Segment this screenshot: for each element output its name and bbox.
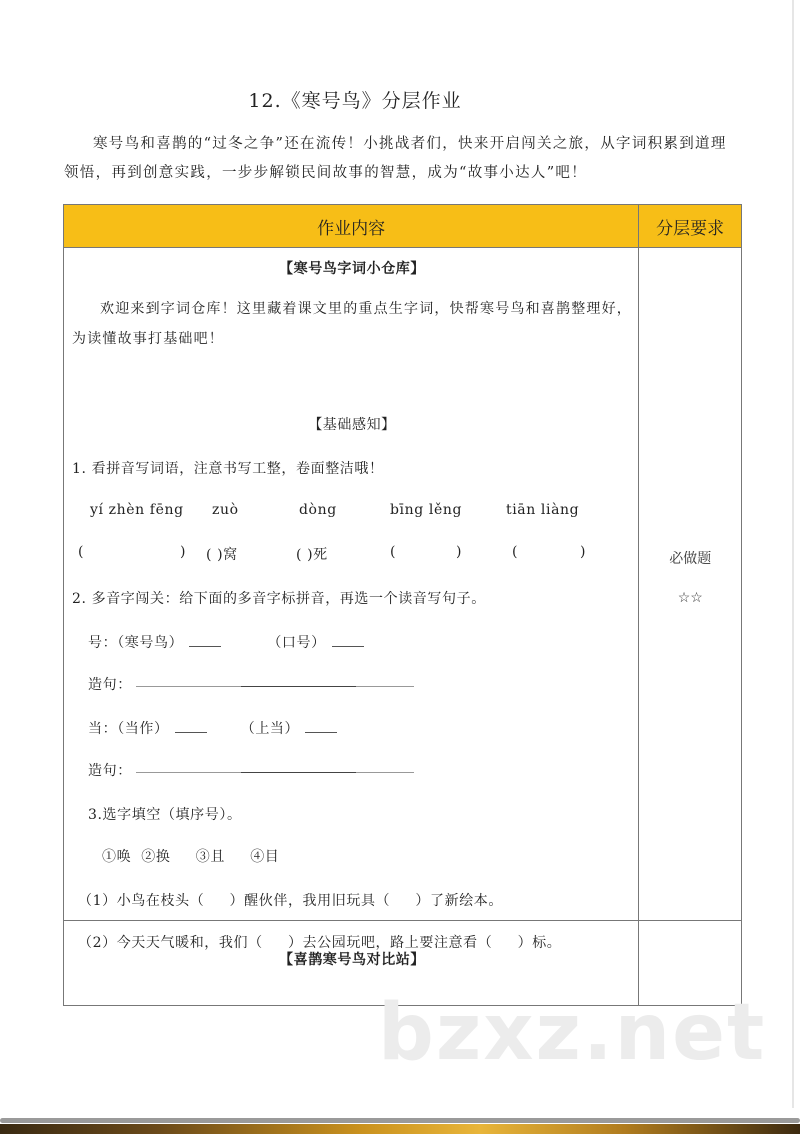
pinyin-3: dòng — [299, 502, 337, 518]
pinyin-blank-3[interactable] — [175, 732, 207, 733]
horizontal-scrollbar[interactable] — [0, 1118, 800, 1123]
section1-welcome: 欢迎来到字词仓库！这里藏着课文里的重点生字词，快帮寒号鸟和喜鹊整理好，为读懂故事打基础吧！ — [72, 301, 632, 347]
table-row — [64, 248, 742, 921]
q3-item-1: （1）小鸟在枝头（ ）醒伙伴，我用旧玩具（ ）了新绘本。 — [78, 893, 504, 909]
sentence-label: 造句： — [88, 677, 132, 693]
intro-paragraph: 寒号鸟和喜鹊的“过冬之争”还在流传！小挑战者们，快来开启闯关之旅，从字词积累到道理领悟，再到创意实践，一步步解锁民间故事的智慧，成为“故事小达人”吧！ — [64, 136, 727, 181]
q3-options: ①唤 ②换 ③且 ④目 — [102, 849, 280, 865]
header-content: 作业内容 — [64, 205, 639, 248]
char-dang-label: 当： — [88, 721, 118, 737]
answer-box-2[interactable]: ( )窝 — [206, 547, 238, 563]
section1-content-cell: 【寒号鸟字词小仓库】 欢迎来到字词仓库！这里藏着课文里的重点生字词，快帮寒号鸟和喜鹊整理好，为读懂故事打基础吧！ 【基础感知】 1. 看拼音写词语，注意书写工整，卷面整洁哦！ yí zhèn fēng zuò dòng bīng lěng tiān liàng ( ) ( )窝 ( )死 ( ) ( ) 2. 多音字闯关：给下面的多音字标拼音，再选一个读音写句子。 号：（寒号鸟） （口号） 造句： 当：（当作） （上当） 造句： 3.选字填空（填序号）。 ①唤 ②换 ③且 ④目 （1）小鸟在枝头（ ）醒伙伴，我用旧玩具（ ）了新绘本。 （2）今天天气暖和，我们（ ）去公园玩吧，路上要注意看（ ）标。 — [64, 248, 639, 921]
pinyin-2: zuò — [212, 502, 239, 518]
q3-item-2: （2）今天天气暖和，我们（ ）去公园玩吧，路上要注意看（ ）标。 — [78, 935, 562, 951]
watermark: bzxz.net — [378, 988, 767, 1078]
pinyin-5: tiān liàng — [506, 502, 580, 518]
header-requirement: 分层要求 — [639, 205, 742, 248]
star-rating: ☆☆ — [677, 590, 703, 606]
bottom-image-strip — [0, 1124, 800, 1134]
table-header-row — [64, 205, 742, 248]
sentence-label: 造句： — [88, 763, 132, 779]
polyphone-dang-row — [88, 718, 337, 738]
page-edge — [792, 0, 794, 1108]
pinyin-blank-2[interactable] — [332, 646, 364, 647]
sentence-blank-1[interactable] — [136, 686, 414, 687]
sentence-blank-2[interactable] — [136, 772, 414, 773]
sentence-row-1 — [88, 674, 414, 694]
sentence-row-2 — [88, 760, 414, 780]
section1-heading: 【寒号鸟字词小仓库】 — [279, 261, 425, 277]
q1-prompt: 1. 看拼音写词语，注意书写工整，卷面整洁哦！ — [72, 461, 384, 477]
pinyin-blank-4[interactable] — [305, 732, 337, 733]
word-dangzuo: （当作） — [117, 721, 169, 737]
polyphone-hao-row — [88, 632, 364, 652]
homework-table — [63, 204, 742, 1006]
document-title: 12.《寒号鸟》分层作业 — [248, 90, 462, 112]
word-kouhao: （口号） — [267, 635, 326, 651]
basic-perception-heading: 【基础感知】 — [308, 417, 396, 433]
char-hao-label: 号： — [88, 635, 118, 651]
section1-requirement-cell — [639, 248, 742, 921]
q2-prompt: 2. 多音字闯关：给下面的多音字标拼音，再选一个读音写句子。 — [72, 591, 486, 607]
word-shangdang: （上当） — [240, 721, 300, 737]
q3-prompt: 3.选字填空（填序号）。 — [88, 807, 242, 823]
answer-box-3[interactable]: ( )死 — [296, 547, 328, 563]
pinyin-blank-1[interactable] — [189, 646, 221, 647]
pinyin-1: yí zhèn fēng — [90, 502, 184, 518]
section2-heading: 【喜鹊寒号鸟对比站】 — [279, 952, 425, 968]
pinyin-4: bīng lěng — [390, 502, 463, 518]
word-hanhaoniao: （寒号鸟） — [117, 635, 184, 651]
requirement-label: 必做题 — [669, 551, 712, 567]
